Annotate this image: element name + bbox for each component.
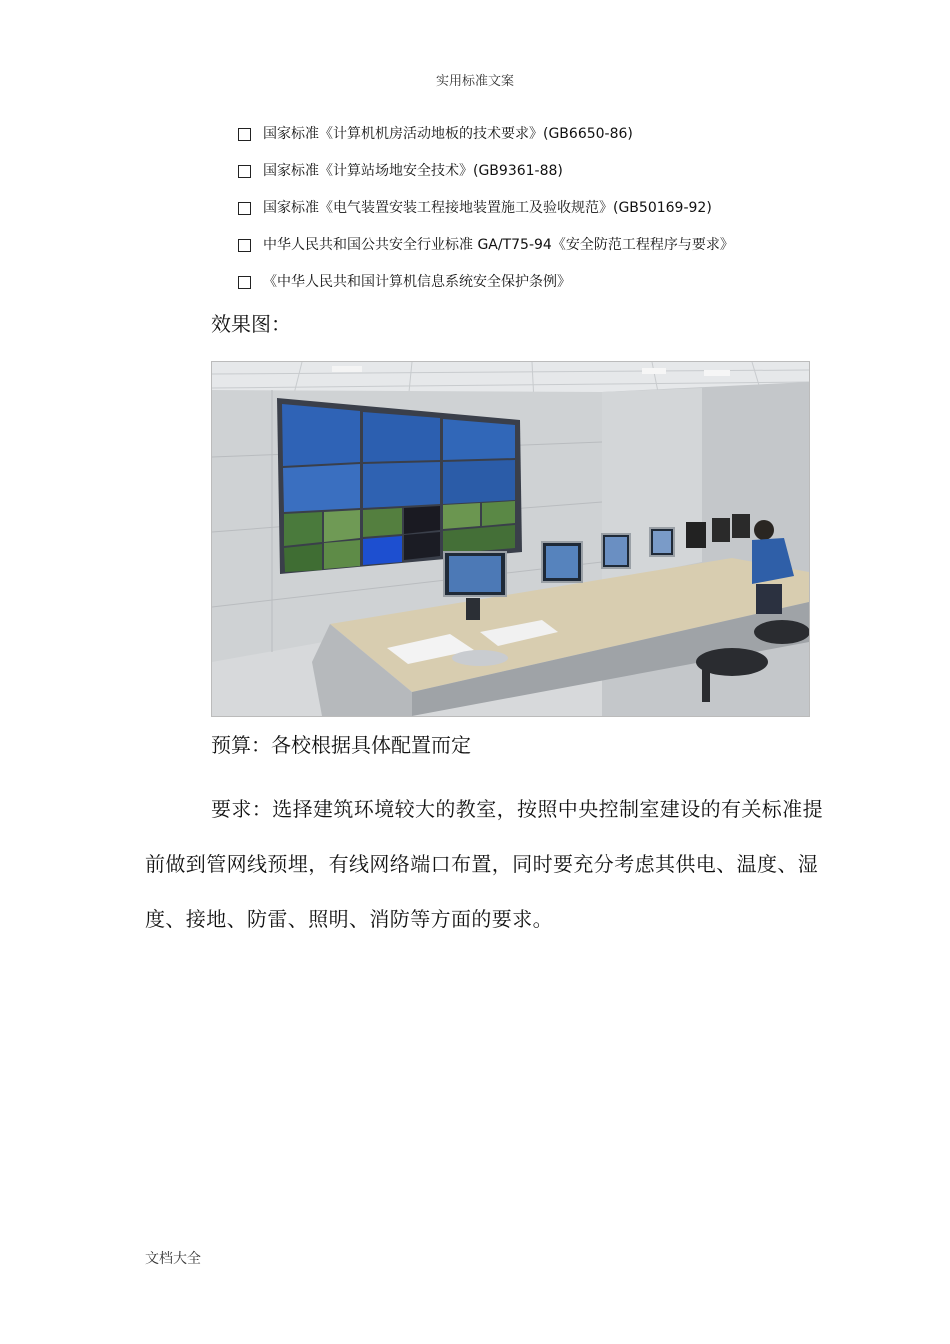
checkbox-icon <box>238 239 251 252</box>
budget-text: 预算：各校根据具体配置而定 <box>211 733 471 757</box>
standard-text: 中华人民共和国公共安全行业标准 GA/T75-94《安全防范工程程序与要求》 <box>263 237 734 253</box>
standards-list <box>236 122 876 307</box>
list-item <box>236 196 876 233</box>
list-item <box>236 122 876 159</box>
standard-text: 国家标准《电气装置安装工程接地装置施工及验收规范》(GB50169-92) <box>263 200 712 216</box>
checkbox-icon <box>238 276 251 289</box>
list-item <box>236 159 876 196</box>
requirement-paragraph: 要求：选择建筑环境较大的教室，按照中央控制室建设的有关标准提前做到管网线预埋，有线网络端口布置，同时要充分考虑其供电、温度、湿度、接地、防雷、照明、消防等方面的要求。 <box>145 797 823 931</box>
checkbox-icon <box>238 202 251 215</box>
list-item <box>236 233 876 270</box>
standard-text: 《中华人民共和国计算机信息系统安全保护条例》 <box>263 274 571 290</box>
list-item <box>236 270 876 307</box>
standard-text: 国家标准《计算站场地安全技术》(GB9361-88) <box>263 163 563 179</box>
checkbox-icon <box>238 165 251 178</box>
page-header: 实用标准文案 <box>435 74 514 89</box>
effect-label: 效果图： <box>211 312 291 336</box>
checkbox-icon <box>238 128 251 141</box>
page-footer: 文档大全 <box>145 1251 201 1267</box>
control-room-photo <box>211 361 810 717</box>
standard-text: 国家标准《计算机机房活动地板的技术要求》(GB6650-86) <box>263 126 633 142</box>
